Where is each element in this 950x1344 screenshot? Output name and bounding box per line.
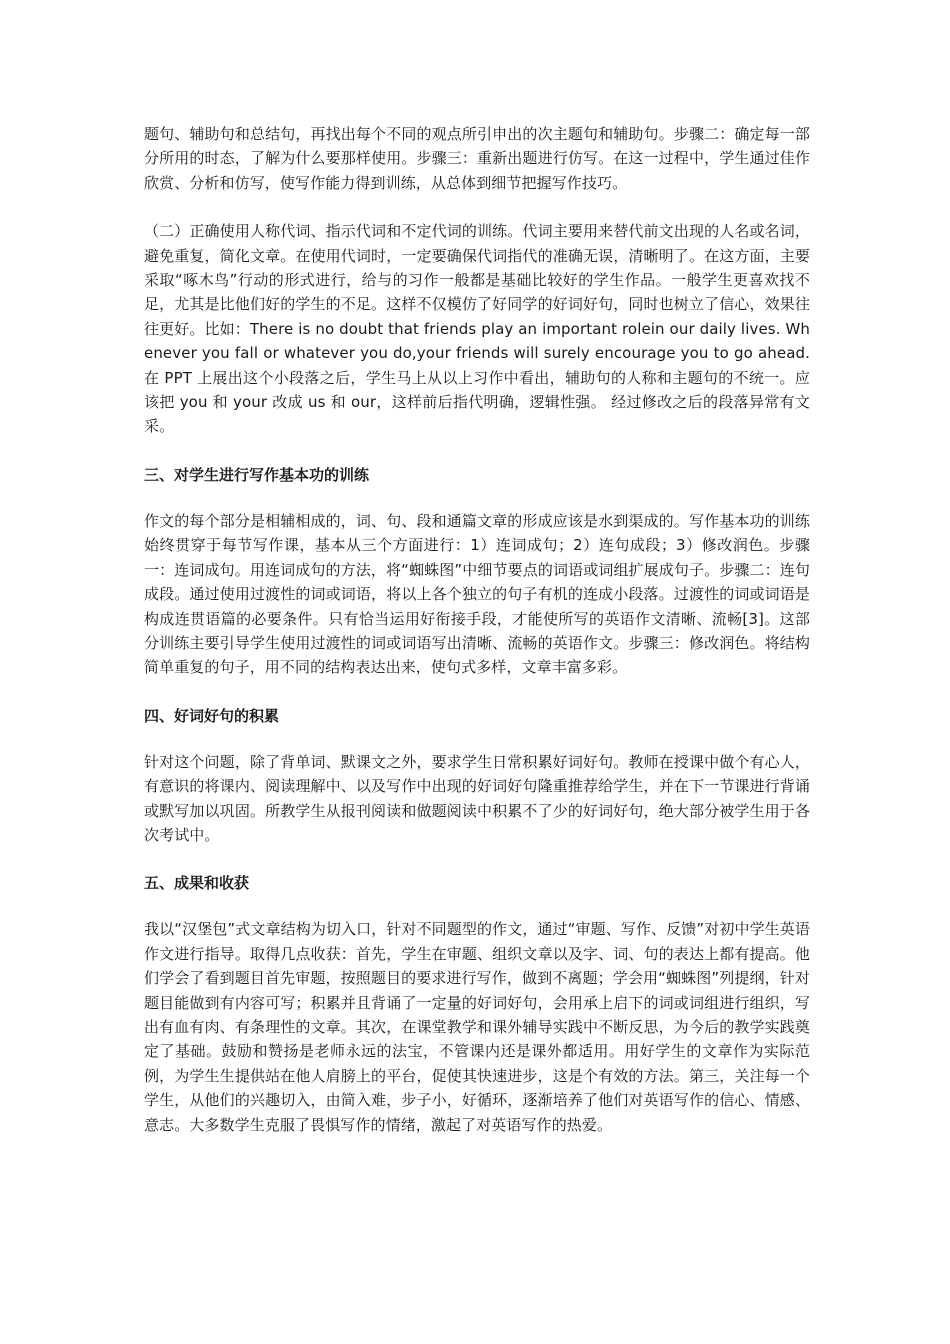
paragraph-vocabulary: 针对这个问题，除了背单词、默课文之外，要求学生日常积累好词好句。教师在授课中做个有心人，有意识的将课内、阅读理解中、以及写作中出现的好词好句隆重推荐给学生，并在下一节课进行背诵或默写加以巩固。所教学生从报刊阅读和做题阅读中积累不了少的好词好句，绝大部分被学生用于各次考试中。 bbox=[144, 752, 810, 844]
section-heading-basic-skills: 三、对学生进行写作基本功的训练 bbox=[144, 465, 370, 484]
heading-spacer bbox=[144, 895, 810, 917]
paragraph-pronoun-training: （二）正确使用人称代词、指示代词和不定代词的训练。代词主要用来替代前文出现的人名或名词，避免重复，简化文章。在使用代词时，一定要确保代词指代的准确无误，清晰明了。在这方面，主要采取“啄木鸟”行动的形式进行，给与的习作一般都是基础比较好的学生作品。一般学生更喜欢找不足，尤其是比他们好的学生的不足。这样不仅模仿了好同学的好词好句，同时也树立了信心，效果往往更好。比如：There is no doubt that friends play an important rolein our daily lives. Whenever you fall or whatever you do,your friends will surely encourage you to go ahead.在 PPT 上展出这个小段落之后，学生马上从以上习作中看出，辅助句的人称和主题句的不统一。应该把 you 和 your 改成 us 和 our，这样前后指代明确，逻辑性强。 经过修改之后的段落异常有文采。 bbox=[144, 222, 810, 436]
paragraph-spacer bbox=[144, 439, 810, 463]
section-heading-results: 五、成果和收获 bbox=[144, 874, 250, 893]
paragraph-spacer bbox=[144, 847, 810, 871]
paragraph-basic-skills: 作文的每个部分是相辅相成的，词、句、段和通篇文章的形成应该是水到渠成的。写作基本功的训练始终贯穿于每节写作课，基本从三个方面进行：1）连词成句；2）连句成段；3）修改润色。步骤一：连词成句。用连词成句的方法，将“蜘蛛图”中细节要点的词语或词组扩展成句子。步骤二：连句成段。通过使用过渡性的词或词语，将以上各个独立的句子有机的连成小段落。过渡性的词或词语是构成连贯语篇的必要条件。只有恰当运用好衔接手段，才能使所写的英语作文清晰、流畅[3]。这部分训练主要引导学生使用过渡性的词或词语写出清晰、流畅的英语作文。步骤三：修改润色。将结构简单重复的句子，用不同的结构表达出来，使句式多样，文章丰富多彩。 bbox=[144, 511, 810, 677]
paragraph-results: 我以“汉堡包”式文章结构为切入口，针对不同题型的作文，通过“审题、写作、反馈”对初中学生英语作文进行指导。取得几点收获：首先，学生在审题、组织文章以及字、词、句的表达上都有提高。他们学会了看到题目首先审题，按照题目的要求进行写作，做到不离题；学会用“蜘蛛图”列提纲，针对题目能做到有内容可写；积累并且背诵了一定量的好词好句，会用承上启下的词或词组进行组织，写出有血有肉、有条理性的文章。其次，在课堂教学和课外辅导实践中不断反思，为今后的教学实践奠定了基础。鼓励和赞扬是老师永远的法宝，不管课内还是课外都适用。用好学生的文章作为实际范例，为学生生提供站在他人肩膀上的平台，促使其快速进步，这是个有效的方法。第三，关注每一个学生，从他们的兴趣切入，由简入难，步子小，好循环，逐渐培养了他们对英语写作的信心、情感、意志。大多数学生克服了畏惧写作的情绪，激起了对英语写作的热爱。 bbox=[144, 920, 810, 1134]
section-heading-vocabulary: 四、好词好句的积累 bbox=[144, 706, 280, 725]
paragraph-spacer bbox=[144, 195, 810, 219]
paragraph-writing-steps: 题句、辅助句和总结句，再找出每个不同的观点所引申出的次主题句和辅助句。步骤二：确定每一部分所用的时态，了解为什么要那样使用。步骤三：重新出题进行仿写。在这一过程中，学生通过佳作欣赏、分析和仿写，使写作能力得到训练，从总体到细节把握写作技巧。 bbox=[144, 125, 810, 192]
heading-spacer bbox=[144, 728, 810, 750]
paragraph-spacer bbox=[144, 680, 810, 704]
heading-spacer bbox=[144, 487, 810, 509]
document-body bbox=[144, 122, 810, 1137]
